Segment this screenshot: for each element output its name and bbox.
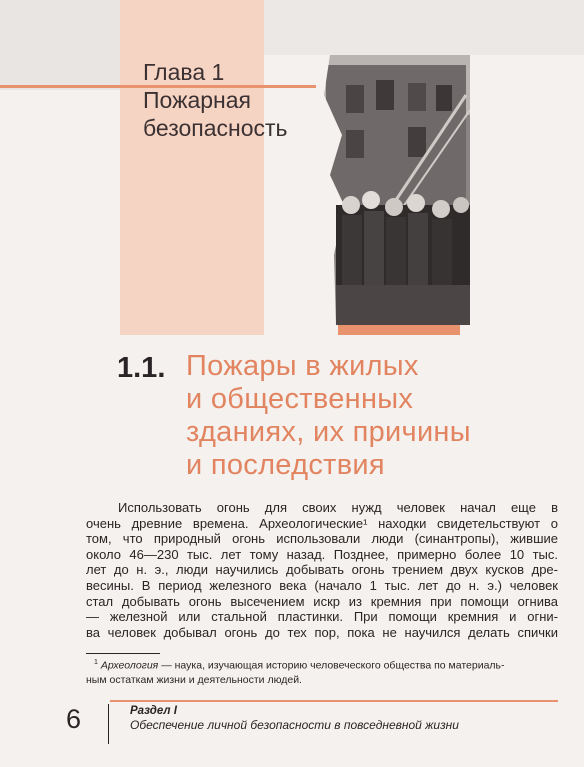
body-line: весины. В период железного века (начало 1 тыс. лет до н. э.) человек xyxy=(86,577,558,593)
body-line: — железной или стальной пластинки. При помощи кремния и огни- xyxy=(86,609,558,625)
background-shade xyxy=(264,0,584,55)
background-shade xyxy=(0,0,120,90)
footer-divider xyxy=(108,704,109,744)
section-number: 1.1. xyxy=(117,352,166,384)
chapter-panel xyxy=(120,0,264,335)
chapter-title xyxy=(143,58,343,142)
body-line: очень древние времена. Археологические¹ находки свидетельствуют о xyxy=(86,515,558,531)
section-title-line: зданиях, их причины xyxy=(186,416,471,448)
footnote-text: ным остаткам жизни и деятельности людей. xyxy=(86,673,302,686)
body-line: около 46—230 тыс. лет тому назад. Позднее, примерно более 10 тыс. xyxy=(86,546,558,562)
section-title-line: и последствия xyxy=(186,449,385,481)
footnote-text: — наука, изучающая историю человеческого общества по материаль- xyxy=(158,659,505,672)
body-line: лет до н. э., люди научились добывать огонь трением двух кусков дре- xyxy=(86,562,558,578)
footnote xyxy=(86,656,560,687)
page-number: 6 xyxy=(66,704,82,734)
body-line: ва человек добывал огонь до тех пор, пока не научился делать спички xyxy=(86,624,558,640)
body-line: стал добывать огонь высечением искр из кремния при помощи огнива xyxy=(86,593,558,609)
body-line: Использовать огонь для своих нужд человек начал еще в xyxy=(118,500,558,515)
section-title-line: Пожары в жилых xyxy=(186,350,419,382)
body-paragraph xyxy=(86,500,558,640)
footnote-term: Археология xyxy=(100,659,159,672)
footnote-marker: 1 xyxy=(94,659,98,666)
chapter-title-line: безопасность xyxy=(143,115,288,141)
footer-accent-line xyxy=(110,700,558,702)
section-title xyxy=(186,350,566,482)
footnote-rule xyxy=(86,653,160,654)
footer-section-title: Обеспечение личной безопасности в повседневной жизни xyxy=(130,718,459,732)
chapter-title-line: Пожарная xyxy=(143,87,251,113)
footer-section-label: Раздел I xyxy=(130,705,177,717)
section-title-line: и общественных xyxy=(186,383,414,415)
body-line: том, что природный огонь использовали люди (синантропы), жившие xyxy=(86,531,558,547)
chapter-heading: Глава 1 xyxy=(143,59,225,85)
